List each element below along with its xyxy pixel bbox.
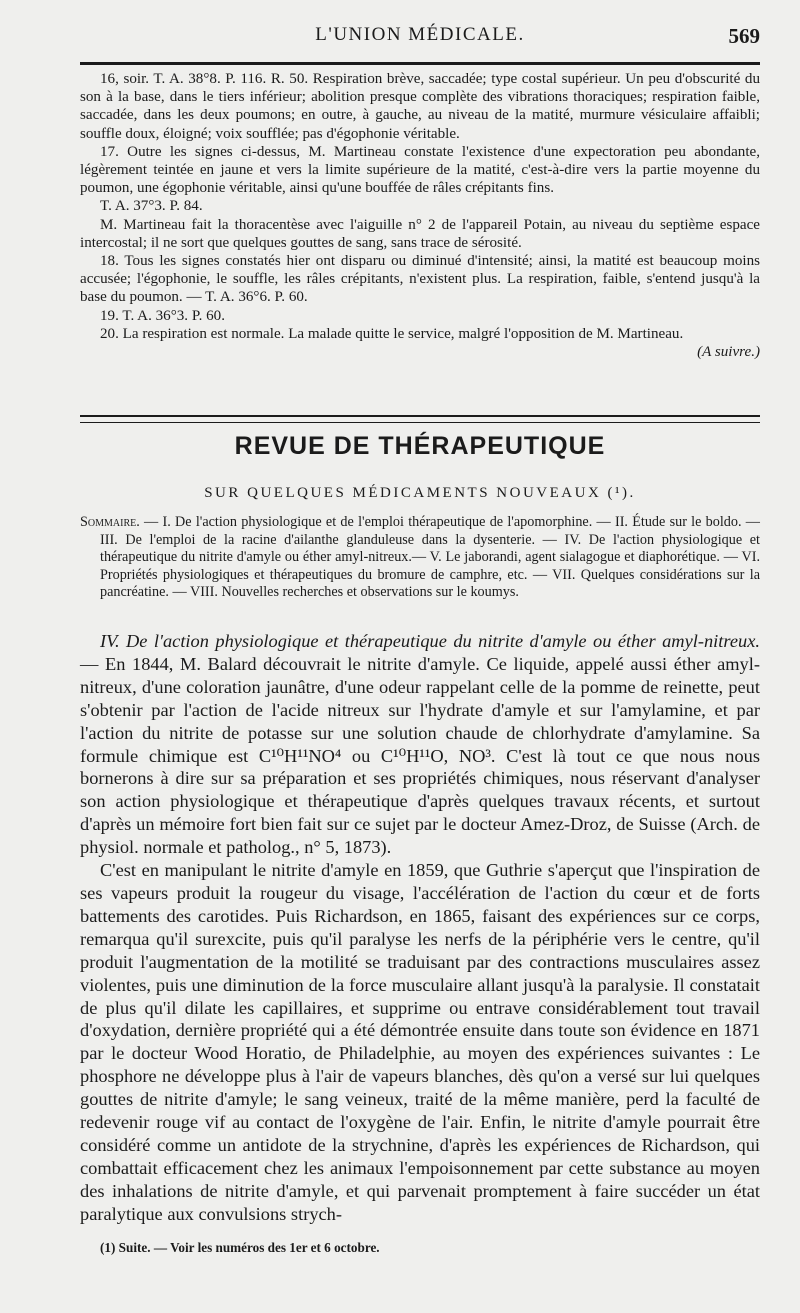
- section-divider: [80, 415, 760, 423]
- subsection-heading: IV. De l'action physiologique et thérapeutique du nitrite d'amyle ou éther amyl-nitreux.: [100, 631, 760, 651]
- observation-paragraph: T. A. 37°3. P. 84.: [100, 198, 203, 215]
- to-be-continued: (A suivre.): [697, 344, 760, 361]
- summary-text: — I. De l'action physiologique et de l'emploi thérapeutique de l'apomorphine. — II. Étude sur le boldo. — III. De l'emploi de la racine d'ailanthe glanduleuse dans la dysenterie. — IV. De l'action physiologique et thérapeutique du nitrite d'amyle ou éther amyl-nitreux.— V. Le jaborandi, agent sialagogue et diaphorétique. — VI. Propriétés physiologiques et thérapeutiques du bromure de camphre, etc. — VII. Quelques considérations sur la pancréatine. — VIII. Nouvelles recherches et observations sur le koumys.: [100, 514, 760, 601]
- header-rule: [80, 62, 760, 65]
- footnote: (1) Suite. — Voir les numéros des 1er et 6 octobre.: [100, 1240, 380, 1255]
- observation-paragraph: 16, soir. T. A. 38°8. P. 116. R. 50. Respiration brève, saccadée; type costal supérieur. Un peu d'obscurité du son à la base, dans le tiers inférieur; abolition presque complète des vibrations thoraciques; respiration faible, saccadée, dans les deux poumons; en outre, à gauche, au niveau de la matité, murmure vésiculaire affaibli; souffle doux, éloigné; voix soufflée; pas d'égophonie véritable.: [80, 71, 760, 142]
- observation-paragraph: 17. Outre les signes ci-dessus, M. Martineau constate l'existence d'une expectoration peu abondante, légèrement teintée en jaune et vers la limite supérieure de la matité, c'est-à-dire vers la partie moyenne du poumon, une égophonie véritable, ainsi qu'une bouffée de râles crépitants fins.: [80, 143, 760, 197]
- summary-label: Sommaire.: [80, 514, 140, 530]
- observation-text: 20. La respiration est normale. La malade quitte le service, malgré l'opposition de M. Martineau.: [100, 325, 684, 342]
- observation-paragraph: 18. Tous les signes constatés hier ont disparu ou diminué d'intensité; ainsi, la matité est beaucoup moins accusée; l'égophonie, le souffle, les râles crépitants, n'existent plus. La respiration, faible, s'entend jusqu'à la base du poumon. — T. A. 36°6. P. 60.: [80, 253, 760, 306]
- summary: [80, 514, 760, 602]
- paragraph-text: — En 1844, M. Balard découvrait le nitrite d'amyle. Ce liquide, appelé aussi éther amyl-nitreux, d'une coloration jaunâtre, d'une odeur rappelant celle de la pomme de reinette, peut s'obtenir par l'action de l'acide nitreux sur l'hydrate d'amyle et sur l'amylamine, et par l'action du nitrite de potasse sur une solution chaude de chlorhydrate d'amylamine. Sa formule chimique est C¹⁰H¹¹NO⁴ ou C¹⁰H¹¹O, NO³. C'est là tout ce que nous nous bornerons à dire sur sa préparation et ses propriétés chimiques, nous réservant d'analyser son action physiologique et thérapeutique d'après quelques travaux récents, et surtout d'après un mémoire fort bien fait sur ce sujet par le docteur Amez-Droz, de Suisse (Arch. de physiol. normale et patholog., n° 5, 1873).: [80, 653, 760, 858]
- page-header: [80, 20, 760, 56]
- observation-paragraph: 19. T. A. 36°3. P. 60.: [100, 307, 225, 324]
- article-body: [80, 630, 760, 1226]
- running-title: L'UNION MÉDICALE.: [315, 24, 525, 45]
- observation-paragraph: M. Martineau fait la thoracentèse avec l'aiguille n° 2 de l'appareil Potain, au niveau du septième espace intercostal; il ne sort que quelques gouttes de sang, sans trace de sérosité.: [80, 216, 760, 251]
- observation-block: [80, 70, 760, 361]
- section-subtitle: SUR QUELQUES MÉDICAMENTS NOUVEAUX (¹).: [204, 485, 636, 501]
- page-number: 569: [728, 24, 760, 48]
- article-paragraph: C'est en manipulant le nitrite d'amyle en 1859, que Guthrie s'aperçut que l'inspiration de ses vapeurs produit la rougeur du visage, l'accélération de l'action du cœur et de forts battements des carotides. Puis Richardson, en 1865, faisant des expériences sur ce corps, remarqua qu'il surexcite, puis qu'il paralyse les nerfs de la périphérie vers le centre, qu'il produit l'augmentation de la motilité se traduisant par des contractions musculaires assez violentes, puis une diminution de la force musculaire allant jusqu'à la paralysie. Il constatait de plus qu'il dilate les capillaires, et supprime ou entrave considérablement tout travail d'oxydation, dernière propriété qui a été démontrée ensuite dans toute son évidence en 1871 par le docteur Wood Horatio, de Philadelphie, au moyen des expériences suivantes : Le phosphore ne développe plus à l'air de vapeurs blanches, dès qu'on a versé sur lui quelques gouttes de nitrite d'amyle; le sang veineux, traité de la même manière, perd la faculté de redevenir rouge vif au contact de l'oxygène de l'air. Enfin, le nitrite d'amyle pourrait être considéré comme un antidote de la strychnine, d'après les expériences de Richardson, qui combattait efficacement chez les animaux l'empoisonnement par cette substance au moyen des inhalations de nitrite d'amyle, et qui parvenait promptement à faire succéder un état paralytique aux convulsions strych-: [80, 860, 760, 1224]
- article-paragraph: [80, 630, 760, 859]
- section-title: REVUE DE THÉRAPEUTIQUE: [234, 432, 606, 460]
- observation-paragraph: [80, 325, 760, 361]
